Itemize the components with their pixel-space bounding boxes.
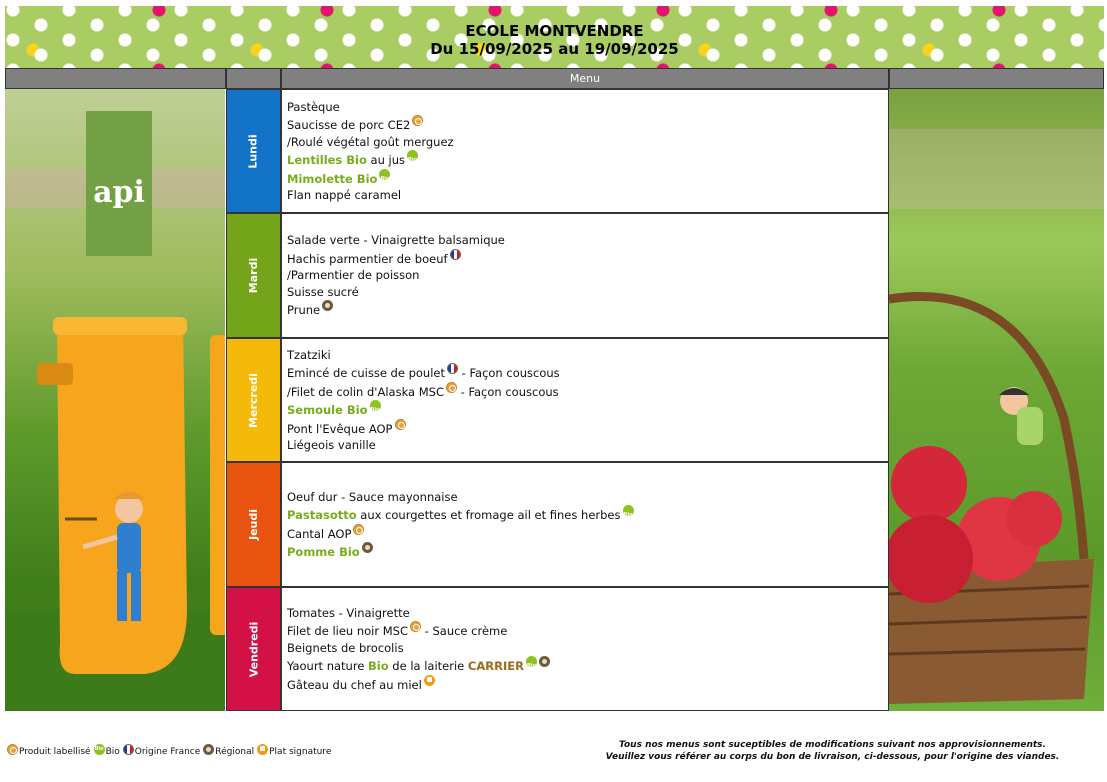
dish-line	[287, 169, 888, 188]
dish-line	[287, 363, 888, 382]
label-icon	[395, 419, 406, 430]
day-label-jeudi	[226, 462, 281, 587]
dish-text: Pastèque	[287, 99, 340, 114]
right-illustration	[889, 89, 1104, 711]
disclaimer-line-1: Tous nos menus sont suceptibles de modifications suivant nos approvisionnements.	[619, 740, 1046, 750]
bio-icon	[623, 505, 634, 516]
dish-line	[287, 99, 888, 116]
bio-icon	[407, 150, 418, 161]
regional-icon	[362, 542, 373, 553]
dish-line	[287, 656, 888, 675]
header-cell-right	[889, 68, 1104, 89]
dish-line	[287, 640, 888, 657]
bio-icon	[94, 744, 105, 755]
header-cell-day	[226, 68, 281, 89]
bio-icon	[526, 656, 537, 667]
dish-text: Pastasotto	[287, 508, 357, 522]
dish-line	[287, 437, 888, 454]
dish-line	[287, 542, 888, 561]
dish-line	[287, 524, 888, 543]
dish-text: Suisse sucré	[287, 284, 359, 299]
dish-text: - Façon couscous	[456, 384, 559, 399]
school-name: ECOLE MONTVENDRE	[465, 22, 644, 40]
legend-label: Bio	[105, 747, 120, 757]
dish-text: Mimolette Bio	[287, 171, 378, 186]
dish-line	[287, 115, 888, 134]
dish-text: Filet de lieu noir MSC	[287, 624, 409, 639]
label-icon	[446, 382, 457, 393]
france-icon	[450, 249, 461, 260]
dish-text: - Sauce crème	[421, 624, 508, 639]
dish-line	[287, 284, 888, 301]
dish-line	[287, 150, 888, 169]
dish-text: Oeuf dur	[287, 489, 338, 504]
dish-text: /Roulé végétal goût merguez	[287, 134, 454, 149]
label-icon	[353, 524, 364, 535]
disclaimer	[560, 739, 1105, 763]
dish-line	[287, 489, 888, 506]
dish-line	[287, 400, 888, 419]
menu-cell-mercredi	[281, 338, 889, 462]
france-icon	[447, 363, 458, 374]
label-icon	[7, 744, 18, 755]
menu-cell-jeudi	[281, 462, 889, 587]
menu-cell-vendredi	[281, 587, 889, 711]
api-logo-text: api	[93, 175, 145, 210]
api-logo	[86, 111, 152, 256]
dish-text: Yaourt nature	[287, 659, 369, 674]
dish-text: Tzatziki	[287, 347, 331, 362]
dish-line	[287, 232, 888, 249]
legend-label: Plat signature	[269, 747, 332, 757]
dish-text: Prune	[287, 303, 321, 318]
legend-label: Origine France	[134, 747, 201, 757]
dish-text: Beignets de brocolis	[287, 640, 404, 655]
dish-text: Flan nappé caramel	[287, 188, 402, 202]
page-title	[5, 22, 1104, 58]
signature-icon	[257, 744, 268, 755]
dish-text: de la laiterie	[388, 659, 468, 674]
day-label-mardi	[226, 213, 281, 338]
menu-cell-mardi	[281, 213, 889, 338]
dish-line	[287, 300, 888, 319]
label-icon	[410, 621, 421, 632]
dish-text: Semoule Bio	[287, 403, 368, 417]
dish-line	[287, 605, 888, 622]
disclaimer-line-2: Veuillez vous référer au corps du bon de livraison, ci-dessous, pour l'origine des viandes.	[605, 752, 1060, 762]
dish-text: Tomates - Vinaigrette	[287, 605, 410, 620]
dish-text: /Parmentier de poisson	[287, 268, 420, 283]
dish-text: Bio	[368, 659, 389, 674]
dish-text: /Filet de colin d'Alaska MSC	[287, 384, 444, 399]
dish-text: Hachis parmentier de boeuf	[287, 251, 448, 266]
regional-icon	[322, 300, 333, 311]
legend-label: Régional	[215, 747, 255, 757]
dish-line	[287, 675, 888, 694]
header-cell-menu: Menu	[281, 68, 889, 89]
dish-line	[287, 267, 888, 284]
day-label-vendredi	[226, 587, 281, 711]
dish-text: Gâteau du chef au miel	[287, 677, 422, 692]
dish-text: Cantal AOP	[287, 526, 352, 541]
dish-text: aux courgettes et fromage ail et fines herbes	[356, 508, 621, 522]
dish-text: Pomme Bio	[287, 545, 360, 559]
dish-text: Salade verte - Vinaigrette balsamique	[287, 233, 505, 248]
header-cell-left	[5, 68, 226, 89]
dish-line	[287, 621, 888, 640]
dish-text: Pont l'Evêque AOP	[287, 421, 393, 436]
regional-icon	[203, 744, 214, 755]
dish-text: Emincé de cuisse de poulet	[287, 366, 445, 380]
label-icon	[412, 115, 423, 126]
left-illustration	[5, 89, 225, 711]
day-name: Vendredi	[247, 621, 261, 677]
dish-text: CARRIER	[467, 659, 524, 674]
france-icon	[123, 744, 134, 755]
dish-text: Saucisse de porc CE2	[287, 118, 411, 132]
apple-basket-picture	[889, 89, 1104, 711]
day-name: Mardi	[246, 257, 260, 294]
dish-text: - Sauce mayonnaise	[337, 489, 458, 504]
dish-line	[287, 347, 888, 364]
menu-period: Du 15/09/2025 au 19/09/2025	[430, 40, 679, 58]
legend	[7, 744, 334, 757]
dish-line	[287, 134, 888, 151]
bio-icon	[370, 400, 381, 411]
legend-label: Produit labellisé	[19, 747, 91, 757]
menu-cell-lundi	[281, 89, 889, 213]
dish-text: - Façon couscous	[458, 366, 560, 380]
day-name: Mercredi	[247, 372, 261, 428]
dish-text: Lentilles Bio	[287, 153, 367, 167]
day-label-lundi	[226, 89, 281, 213]
day-name: Jeudi	[247, 508, 260, 541]
day-label-mercredi	[226, 338, 281, 462]
dish-text: au jus	[366, 153, 406, 167]
child-climbing-icon	[999, 387, 1043, 445]
dish-line	[287, 505, 888, 524]
dish-line	[287, 419, 888, 438]
signature-icon	[424, 675, 435, 686]
dish-line	[287, 249, 888, 268]
bio-icon	[379, 169, 390, 180]
header-banner	[5, 6, 1104, 68]
regional-icon	[539, 656, 550, 667]
dish-line	[287, 187, 888, 204]
dish-text: Liégeois vanille	[287, 438, 376, 452]
day-name: Lundi	[246, 133, 260, 169]
dish-line	[287, 382, 888, 401]
